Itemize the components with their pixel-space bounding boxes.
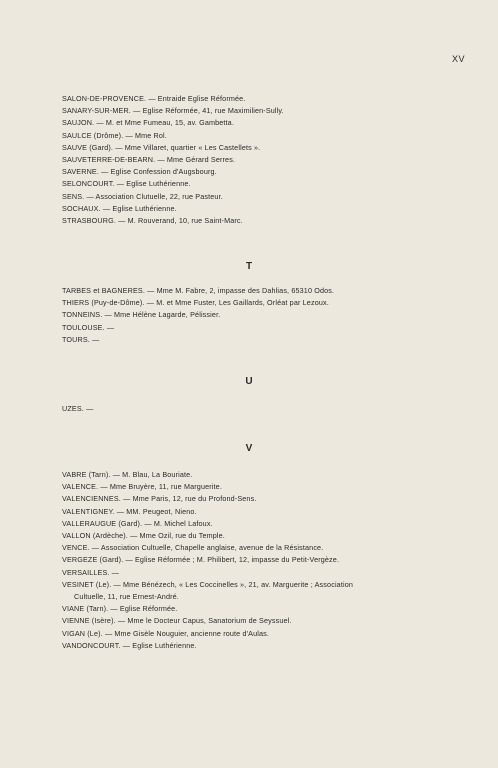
list-item: STRASBOURG. — M. Rouverand, 10, rue Saint-Marc.	[62, 216, 243, 226]
list-item: SALON-DE-PROVENCE. — Entraide Eglise Réformée.	[62, 94, 246, 103]
list-item: SAVERNE. — Eglise Confession d'Augsbourg.	[62, 167, 217, 177]
list-item: VERSAILLES. —	[62, 567, 120, 577]
list-item-continuation: Cultuelle, 11, rue Ernest-André.	[74, 592, 179, 602]
list-item: VIANE (Tarn). — Eglise Réformée.	[62, 604, 178, 614]
section-letter-t: T	[245, 261, 253, 272]
list-item: VANDONCOURT. — Eglise Luthérienne.	[62, 640, 197, 650]
list-item: VABRE (Tarn). — M. Blau, La Bouriate.	[62, 470, 193, 479]
list-item: VERGEZE (Gard). — Eglise Réformée ; M. Philibert, 12, impasse du Petit-Vergèze.	[62, 555, 340, 565]
list-item: VIGAN (Le). — Mme Gisèle Nouguier, ancienne route d'Aulas.	[62, 628, 270, 638]
page-number: XV	[452, 54, 466, 64]
list-item: VALENCE. — Mme Bruyère, 11, rue Marguerite.	[62, 482, 222, 492]
list-item: VIENNE (Isère). — Mme le Docteur Capus, Sanatorium de Seyssuel.	[62, 616, 292, 626]
section-t-list	[62, 285, 482, 346]
list-item: SAUVETERRE-DE-BEARN. — Mme Gérard Serres.	[62, 155, 236, 165]
list-item: VESINET (Le). — Mme Bénézech, « Les Coccinelles », 21, av. Marguerite ; Association	[62, 579, 354, 589]
list-item: SOCHAUX. — Eglise Luthérienne.	[62, 203, 177, 213]
list-item: VALLERAUGUE (Gard). — M. Michel Lafoux.	[62, 518, 213, 528]
list-item: VALLON (Ardèche). — Mme Ozil, rue du Temple.	[62, 531, 225, 541]
list-item: VENCE. — Association Cultuelle, Chapelle anglaise, avenue de la Résistance.	[62, 543, 324, 553]
list-item: SANARY-SUR-MER. — Eglise Réformée, 41, rue Maximilien-Sully.	[62, 106, 284, 116]
list-item: SAULCE (Drôme). — Mme Rol.	[62, 130, 167, 140]
list-item: SAUJON. — M. et Mme Fumeau, 15, av. Gambetta.	[62, 118, 234, 128]
list-item: SELONCOURT. — Eglise Luthérienne.	[62, 179, 191, 189]
section-v-list	[62, 469, 482, 652]
list-item: THIERS (Puy-de-Dôme). — M. et Mme Fuster, Les Gaillards, Orléat par Lezoux.	[62, 298, 329, 308]
list-item: TOURS. —	[62, 334, 100, 344]
list-item: TOULOUSE. —	[62, 322, 115, 332]
section-u-list	[62, 403, 482, 415]
section-letter-v: V	[245, 443, 253, 454]
list-item: UZES. —	[62, 404, 94, 413]
list-item: TARBES et BAGNERES. — Mme M. Fabre, 2, impasse des Dahlias, 65310 Odos.	[62, 286, 335, 295]
section-s-list	[62, 93, 482, 227]
section-letter-u: U	[245, 376, 253, 387]
list-item: SENS. — Association Clutuelle, 22, rue Pasteur.	[62, 191, 223, 201]
list-item: TONNEINS. — Mme Hélène Lagarde, Pélissier.	[62, 310, 221, 320]
list-item: VALENTIGNEY. — MM. Peugeot, Nieno.	[62, 506, 197, 516]
list-item: SAUVE (Gard). — Mme Villaret, quartier « Les Castellets ».	[62, 142, 261, 152]
list-item: VALENCIENNES. — Mme Paris, 12, rue du Profond-Sens.	[62, 494, 257, 504]
